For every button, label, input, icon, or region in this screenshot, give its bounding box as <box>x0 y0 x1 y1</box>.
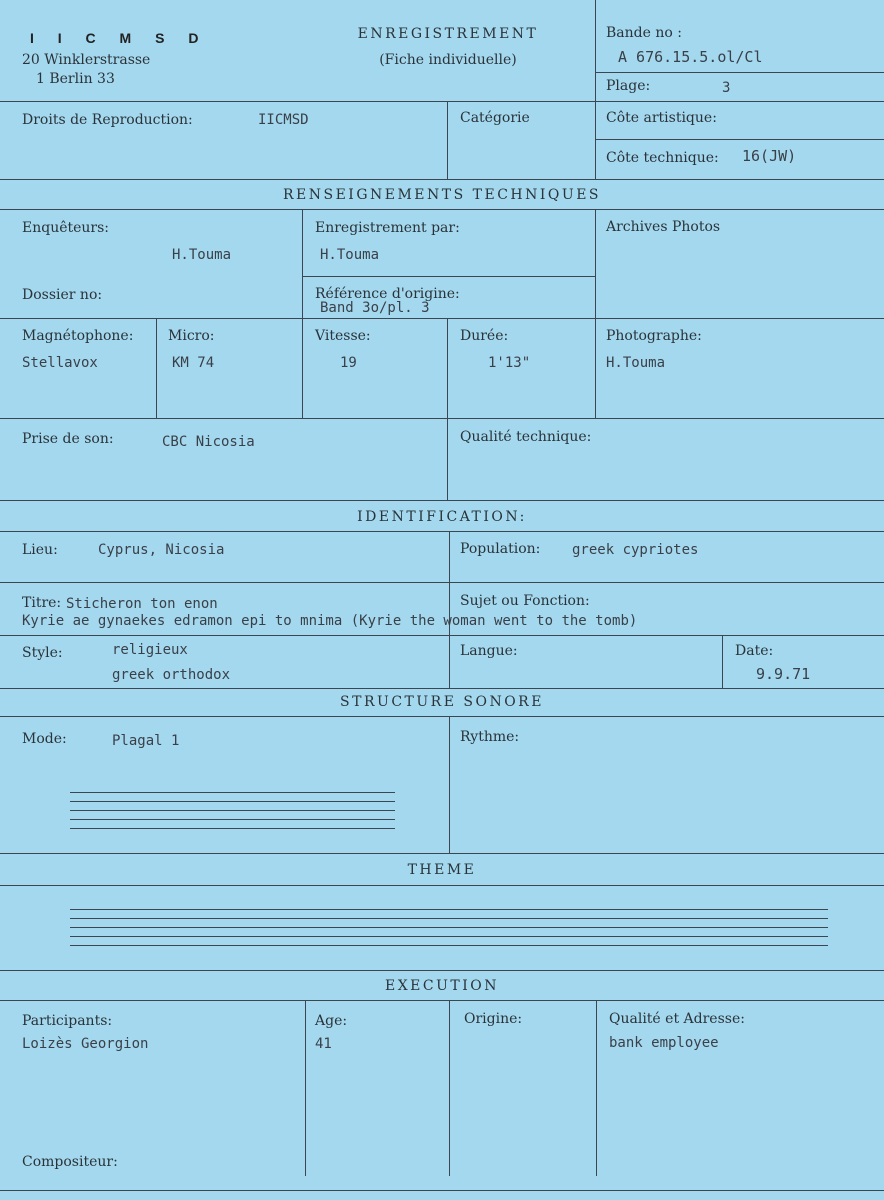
rule <box>0 179 884 180</box>
rule <box>305 1000 306 1176</box>
titre-label: Titre: <box>22 595 62 611</box>
rule <box>0 101 884 102</box>
duree-label: Durée: <box>460 328 509 344</box>
rule <box>0 418 884 419</box>
reference-value: Band 3o/pl. 3 <box>320 300 430 316</box>
cote-artistique-label: Côte artistique: <box>606 110 717 126</box>
rule <box>595 209 596 418</box>
mode-value: Plagal 1 <box>112 733 180 749</box>
rule <box>596 1000 597 1176</box>
duree-value: 1'13" <box>488 355 531 371</box>
org-logo: I I C M S D <box>30 30 209 46</box>
origine-label: Origine: <box>464 1011 523 1027</box>
bande-value: A 676.15.5.ol/Cl <box>618 48 763 66</box>
lieu-value: Cyprus, Nicosia <box>98 542 225 558</box>
droits-label: Droits de Reproduction: <box>22 112 193 128</box>
page-title: ENREGISTREMENT <box>357 26 539 42</box>
section-identification: IDENTIFICATION: <box>357 509 527 525</box>
qualite-adresse-value: bank employee <box>609 1035 719 1051</box>
magnetophone-label: Magnétophone: <box>22 328 134 344</box>
age-value: 41 <box>315 1036 332 1052</box>
categorie-label: Catégorie <box>460 110 530 126</box>
photographe-value: H.Touma <box>606 355 666 371</box>
participants-value: Loizès Georgion <box>22 1036 149 1052</box>
staff-line <box>70 945 828 946</box>
rule <box>722 635 723 688</box>
prise-de-son-label: Prise de son: <box>22 431 114 447</box>
rule <box>449 1000 450 1176</box>
enregistrement-par-value: H.Touma <box>320 247 380 263</box>
staff-line <box>70 918 828 919</box>
prise-de-son-value: CBC Nicosia <box>162 434 255 450</box>
enregistrement-par-label: Enregistrement par: <box>315 220 460 236</box>
rule <box>0 688 884 689</box>
langue-label: Langue: <box>460 643 518 659</box>
org-city: 1 Berlin 33 <box>36 71 115 87</box>
compositeur-label: Compositeur: <box>22 1154 118 1170</box>
rule <box>0 635 884 636</box>
rule <box>0 582 884 583</box>
sujet-label: Sujet ou Fonction: <box>460 593 590 609</box>
micro-label: Micro: <box>168 328 215 344</box>
style-value-1: religieux <box>112 642 188 658</box>
rule <box>449 716 450 853</box>
droits-value: IICMSD <box>258 112 309 128</box>
rule <box>596 139 884 140</box>
rule <box>0 318 884 319</box>
rule <box>449 531 450 688</box>
page-subtitle: (Fiche individuelle) <box>379 52 517 68</box>
magnetophone-value: Stellavox <box>22 355 98 371</box>
section-execution: EXECUTION <box>384 978 499 994</box>
staff-line <box>70 909 828 910</box>
staff-line <box>70 927 828 928</box>
staff-line <box>70 828 395 829</box>
section-renseignements: RENSEIGNEMENTS TECHNIQUES <box>282 187 602 203</box>
date-value: 9.9.71 <box>756 665 811 683</box>
rule <box>0 970 884 971</box>
participants-label: Participants: <box>22 1013 113 1029</box>
population-value: greek cypriotes <box>572 542 699 558</box>
rule <box>0 853 884 854</box>
plage-value: 3 <box>722 80 731 96</box>
staff-line <box>70 819 395 820</box>
archives-photos-label: Archives Photos <box>606 219 721 235</box>
section-structure-sonore: STRUCTURE SONORE <box>340 694 544 710</box>
staff-line <box>70 801 395 802</box>
section-theme: THEME <box>407 862 477 878</box>
population-label: Population: <box>460 541 541 557</box>
vitesse-value: 19 <box>340 355 357 371</box>
plage-label: Plage: <box>606 78 651 94</box>
enqueteurs-label: Enquêteurs: <box>22 220 110 236</box>
qualite-adresse-label: Qualité et Adresse: <box>609 1011 745 1027</box>
rule <box>0 1190 884 1191</box>
age-label: Age: <box>315 1013 348 1029</box>
rule <box>156 318 157 418</box>
bande-label: Bande no : <box>606 25 682 41</box>
cote-technique-label: Côte technique: <box>606 150 719 166</box>
lieu-label: Lieu: <box>22 542 58 558</box>
rule <box>302 209 303 418</box>
rythme-label: Rythme: <box>460 729 520 745</box>
staff-line <box>70 936 828 937</box>
staff-line <box>70 792 395 793</box>
rule <box>0 885 884 886</box>
cote-technique-value: 16(JW) <box>742 147 797 165</box>
org-street: 20 Winklerstrasse <box>22 52 151 68</box>
dossier-label: Dossier no: <box>22 287 103 303</box>
rule <box>302 276 595 277</box>
titre-line2: Kyrie ae gynaekes edramon epi to mnima (Kyrie the woman went to the tomb) <box>22 613 638 629</box>
date-label: Date: <box>735 643 774 659</box>
staff-line <box>70 810 395 811</box>
rule <box>447 101 448 179</box>
style-label: Style: <box>22 645 63 661</box>
mode-label: Mode: <box>22 731 67 747</box>
rule <box>0 500 884 501</box>
photographe-label: Photographe: <box>606 328 702 344</box>
micro-value: KM 74 <box>172 355 215 371</box>
rule <box>0 1000 884 1001</box>
titre-value: Sticheron ton enon <box>66 596 218 612</box>
rule <box>447 318 448 500</box>
rule <box>0 716 884 717</box>
vitesse-label: Vitesse: <box>315 328 371 344</box>
qualite-technique-label: Qualité technique: <box>460 429 592 445</box>
rule <box>596 72 884 73</box>
reference-label: Référence d'origine: <box>315 286 460 302</box>
rule <box>0 209 884 210</box>
rule <box>0 531 884 532</box>
enqueteurs-value: H.Touma <box>172 247 232 263</box>
style-value-2: greek orthodox <box>112 667 231 683</box>
